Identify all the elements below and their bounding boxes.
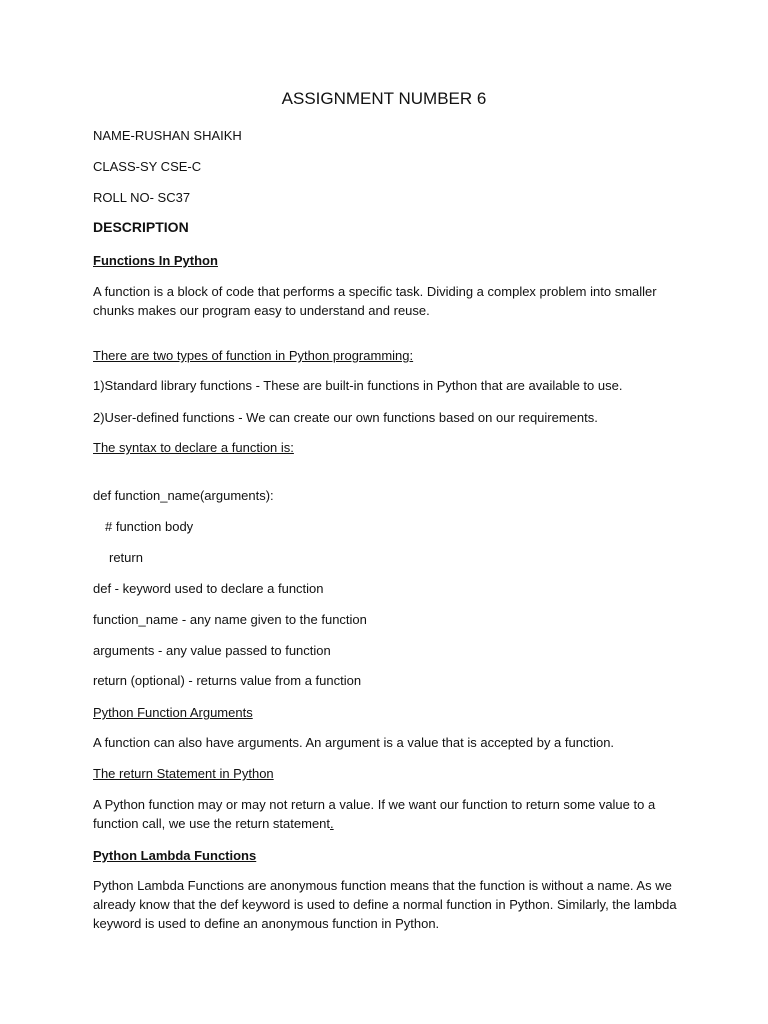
code-line-body-comment: # function body <box>105 519 194 534</box>
def-explanation: def - keyword used to declare a function <box>93 581 324 596</box>
functions-intro-paragraph: A function is a block of code that performs a specific task. Dividing a complex problem into smaller chunks makes our program easy to understand and reuse. <box>93 284 657 318</box>
return-statement-paragraph <box>93 795 678 833</box>
lambda-heading: Python Lambda Functions <box>93 848 257 863</box>
functions-heading: Functions In Python <box>93 253 218 268</box>
return-statement-heading: The return Statement in Python <box>93 766 274 781</box>
function-type-standard: 1)Standard library functions - These are built-in functions in Python that are available to use. <box>93 378 623 393</box>
student-roll-number: ROLL NO- SC37 <box>93 190 191 205</box>
document-title: ASSIGNMENT NUMBER 6 <box>281 89 487 108</box>
return-statement-text: A Python function may or may not return a value. If we want our function to return some value to a function call, we use the return statement <box>93 797 656 831</box>
function-types-heading: There are two types of function in Python programming: <box>93 348 414 363</box>
code-line-def: def function_name(arguments): <box>93 488 274 503</box>
student-class: CLASS-SY CSE-C <box>93 159 202 174</box>
return-statement-period: . <box>330 816 334 831</box>
function-name-explanation: function_name - any name given to the function <box>93 612 367 627</box>
arguments-paragraph: A function can also have arguments. An argument is a value that is accepted by a function. <box>93 735 615 750</box>
return-explanation: return (optional) - returns value from a function <box>93 673 362 688</box>
student-name: NAME-RUSHAN SHAIKH <box>93 128 242 143</box>
function-type-user-defined: 2)User-defined functions - We can create our own functions based on our requirements. <box>93 410 598 425</box>
arguments-heading: Python Function Arguments <box>93 705 253 720</box>
lambda-paragraph: Python Lambda Functions are anonymous function means that the function is without a name. As we already know that the def keyword is used to define a normal function in Python. Similarly, the lambda keyword is used to define an anonymous function in Python. <box>93 878 677 931</box>
syntax-heading: The syntax to declare a function is: <box>93 440 294 455</box>
description-heading: DESCRIPTION <box>93 219 189 235</box>
arguments-explanation: arguments - any value passed to function <box>93 643 331 658</box>
code-line-return: return <box>109 550 143 565</box>
